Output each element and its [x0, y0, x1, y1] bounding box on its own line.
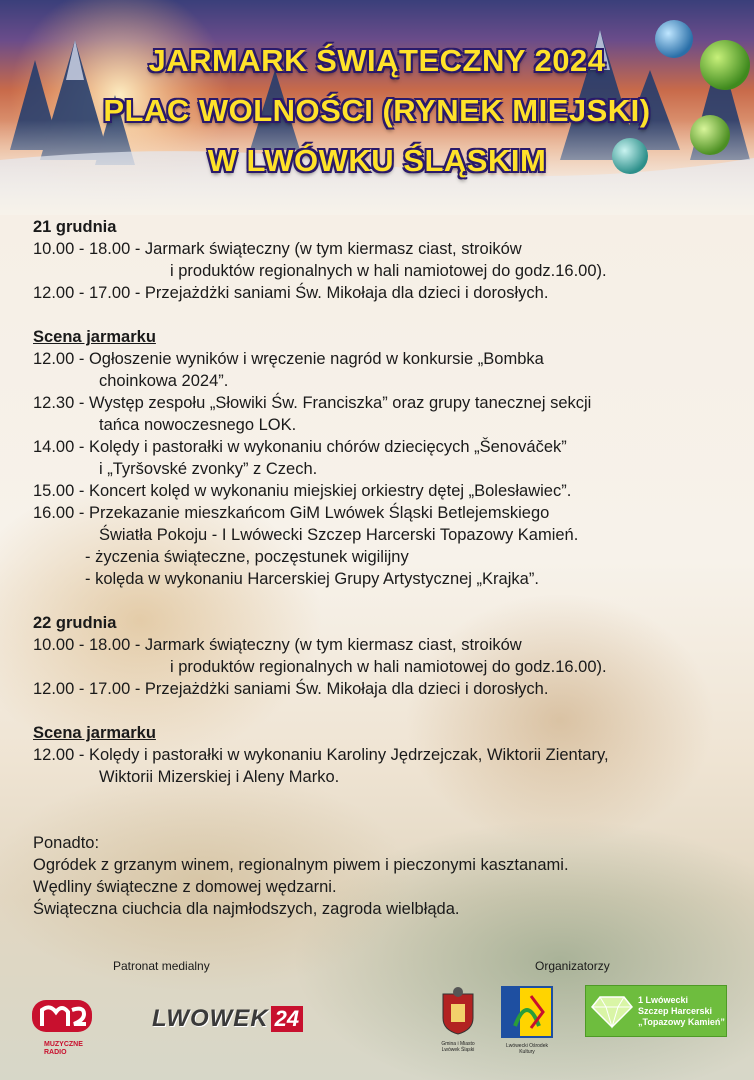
ok-caption: Lwówecki Ośrodek Kultury	[506, 1043, 548, 1055]
ok-logo-icon	[501, 986, 553, 1038]
program-line: 16.00 - Przekazanie mieszkańcom GiM Lwówek Śląski Betlejemskiego	[33, 504, 550, 522]
lwowek24-text: LWOWEK	[152, 1005, 269, 1032]
day-2-title: 22 grudnia	[33, 614, 117, 632]
program	[33, 216, 733, 920]
day-1-title: 21 grudnia	[33, 218, 117, 236]
extra-line: Ogródek z grzanym winem, regionalnym piwem i pieczonymi kasztanami.	[33, 856, 569, 874]
title-line-3: W LWÓWKU ŚLĄSKIM	[207, 143, 547, 178]
patron-label: Patronat medialny	[113, 959, 210, 973]
program-line: i „Tyršovské zvonky” z Czech.	[99, 460, 318, 478]
program-line: 14.00 - Kolędy i pastorałki w wykonaniu chórów dziecięcych „Šenováček”	[33, 438, 567, 456]
extra-line: Wędliny świąteczne z domowej wędzarni.	[33, 878, 337, 896]
program-line: 12.00 - 17.00 - Przejażdżki saniami Św. Mikołaja dla dzieci i dorosłych.	[33, 680, 549, 698]
title-line-2: PLAC WOLNOŚCI (RYNEK MIEJSKI)	[103, 93, 651, 128]
program-line: Światła Pokoju - I Lwówecki Szczep Harcerski Topazowy Kamień.	[99, 526, 579, 544]
harcerski-line: „Topazowy Kamień”	[638, 1016, 725, 1027]
poster-title	[0, 36, 754, 186]
program-line: 12.30 - Występ zespołu „Słowiki Św. Franciszka” oraz grupy tanecznej sekcji	[33, 394, 592, 412]
program-line: tańca nowoczesnego LOK.	[99, 416, 297, 434]
radio-logo-icon	[30, 996, 94, 1036]
stage-title: Scena jarmarku	[33, 724, 156, 742]
harcerski-text	[638, 995, 725, 1028]
harcerski-line: Szczep Harcerski	[638, 1005, 713, 1016]
harcerski-line: 1 Lwówecki	[638, 994, 689, 1005]
program-line: - kolęda w wykonaniu Harcerskiej Grupy Artystycznej „Krajka”.	[85, 570, 539, 588]
lwowek24-number: 24	[271, 1006, 303, 1032]
program-line: 10.00 - 18.00 - Jarmark świąteczny (w tym kiermasz ciast, stroików	[33, 240, 522, 258]
gmina-crest-logo	[436, 986, 480, 1053]
osrodek-kultury-logo	[500, 986, 554, 1055]
muzyczne-radio-logo	[30, 996, 94, 1056]
harcerski-logo	[585, 985, 727, 1037]
program-line: 12.00 - Kolędy i pastorałki w wykonaniu Karoliny Jędrzejczak, Wiktorii Zientary,	[33, 746, 609, 764]
organizers-label: Organizatorzy	[535, 959, 610, 973]
radio-name: MUZYCZNE RADIO	[44, 1041, 83, 1056]
extra-title: Ponadto:	[33, 834, 100, 852]
program-line: - życzenia świąteczne, poczęstunek wigilijny	[85, 548, 409, 566]
crest-icon	[439, 986, 477, 1036]
title-line-1: JARMARK ŚWIĄTECZNY 2024	[148, 43, 606, 78]
program-line: i produktów regionalnych w hali namiotowej do godz.16.00).	[170, 262, 607, 280]
topaz-gem-icon	[590, 991, 634, 1031]
lwowek24-logo	[152, 1004, 303, 1034]
program-line: 12.00 - Ogłoszenie wyników i wręczenie nagród w konkursie „Bombka	[33, 350, 544, 368]
stage-title: Scena jarmarku	[33, 328, 156, 346]
program-line: choinkowa 2024”.	[99, 372, 229, 390]
program-line: Wiktorii Mizerskiej i Aleny Marko.	[99, 768, 340, 786]
program-line: 12.00 - 17.00 - Przejażdżki saniami Św. Mikołaja dla dzieci i dorosłych.	[33, 284, 549, 302]
extra-line: Świąteczna ciuchcia dla najmłodszych, zagroda wielbłąda.	[33, 900, 460, 918]
program-line: i produktów regionalnych w hali namiotowej do godz.16.00).	[170, 658, 607, 676]
program-line: 15.00 - Koncert kolęd w wykonaniu miejskiej orkiestry dętej „Bolesławiec”.	[33, 482, 572, 500]
gmina-caption: Gmina i Miasto Lwówek Śląski	[441, 1041, 475, 1053]
program-line: 10.00 - 18.00 - Jarmark świąteczny (w tym kiermasz ciast, stroików	[33, 636, 522, 654]
